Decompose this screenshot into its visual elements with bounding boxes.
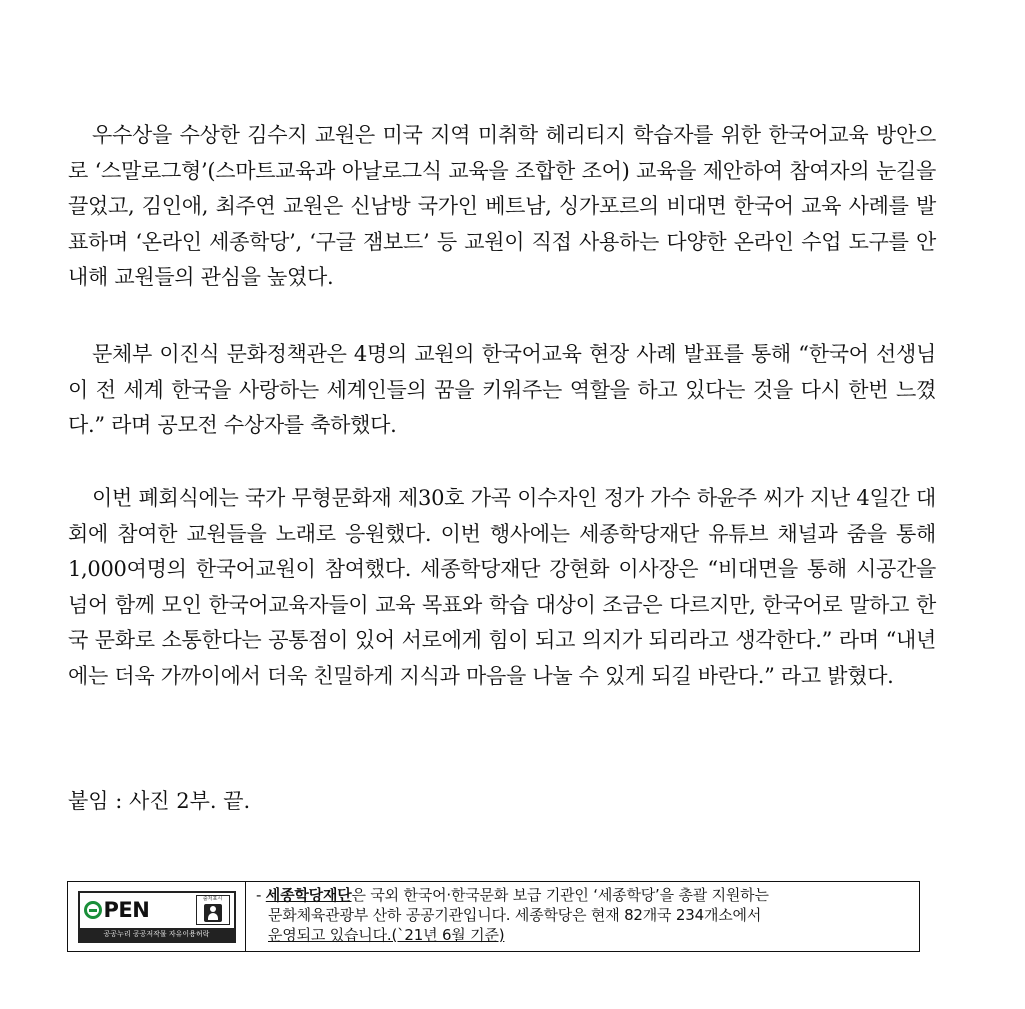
- footer-info-box: [67, 881, 920, 952]
- open-license-caption: 공공누리 공공저작물 자유이용허락: [80, 928, 234, 941]
- open-logo-text: PEN: [84, 898, 150, 922]
- foundation-name: 세종학당재단: [265, 886, 352, 904]
- open-license-logo: [78, 891, 236, 943]
- paragraph-award-winner: 우수상을 수상한 김수지 교원은 미국 지역 미취학 헤리티지 학습자를 위한 한국어교육 방안으로 ‘스말로그형’(스마트교육과 아날로그식 교육을 조합한 조어) 교육을 제안하여 참여자의 눈길을 끌었고, 김인애, 최주연 교원은 신남방 국가인 베트남, 싱가포르의 비대면 한국어 교육 사례를 발표하며 ‘온라인 세종학당’, ‘구글 잼보드’ 등 교원이 직접 사용하는 다양한 온라인 수업 도구를 안내해 교원들의 관심을 높였다.: [68, 123, 936, 289]
- open-o-icon: [84, 901, 102, 919]
- attachment-note: 붙임 : 사진 2부. 끝.: [68, 789, 251, 813]
- description-line-1: - 세종학당재단은 국외 한국어·한국문화 보급 기관인 ‘세종학당’을 총괄 지원하는: [256, 886, 769, 904]
- attribution-person-icon: 출처표시: [196, 895, 230, 925]
- open-license-cell: [68, 882, 246, 951]
- paragraph-ministry-remarks: 문체부 이진식 문화정책관은 4명의 교원의 한국어교육 현장 사례 발표를 통해 “한국어 선생님이 전 세계 한국을 사랑하는 세계인들의 꿈을 키워주는 역할을 하고 있다는 것을 다시 한번 느꼈다.” 라며 공모전 수상자를 축하했다.: [68, 342, 936, 437]
- description-line-3: 운영되고 있습니다.(`21년 6월 기준): [268, 926, 505, 944]
- foundation-description: [246, 882, 919, 951]
- description-line-2: 문화체육관광부 산하 공공기관입니다. 세종학당은 현재 82개국 234개소에서: [268, 906, 762, 924]
- paragraph-closing-ceremony: 이번 폐회식에는 국가 무형문화재 제30호 가곡 이수자인 정가 가수 하윤주 씨가 지난 4일간 대회에 참여한 교원들을 노래로 응원했다. 이번 행사에는 세종학당재단 유튜브 채널과 줌을 통해 1,000여명의 한국어교원이 참여했다. 세종학당재단 강현화 이사장은 “비대면을 통해 시공간을 넘어 함께 모인 한국어교육자들이 교육 목표와 학습 대상이 조금은 다르지만, 한국어로 말하고 한국 문화로 소통한다는 공통점이 있어 서로에게 힘이 되고 의지가 되리라고 생각한다.” 라며 “내년에는 더욱 가까이에서 더욱 친밀하게 지식과 마음을 나눌 수 있게 되길 바란다.” 라고 밝혔다.: [68, 486, 936, 688]
